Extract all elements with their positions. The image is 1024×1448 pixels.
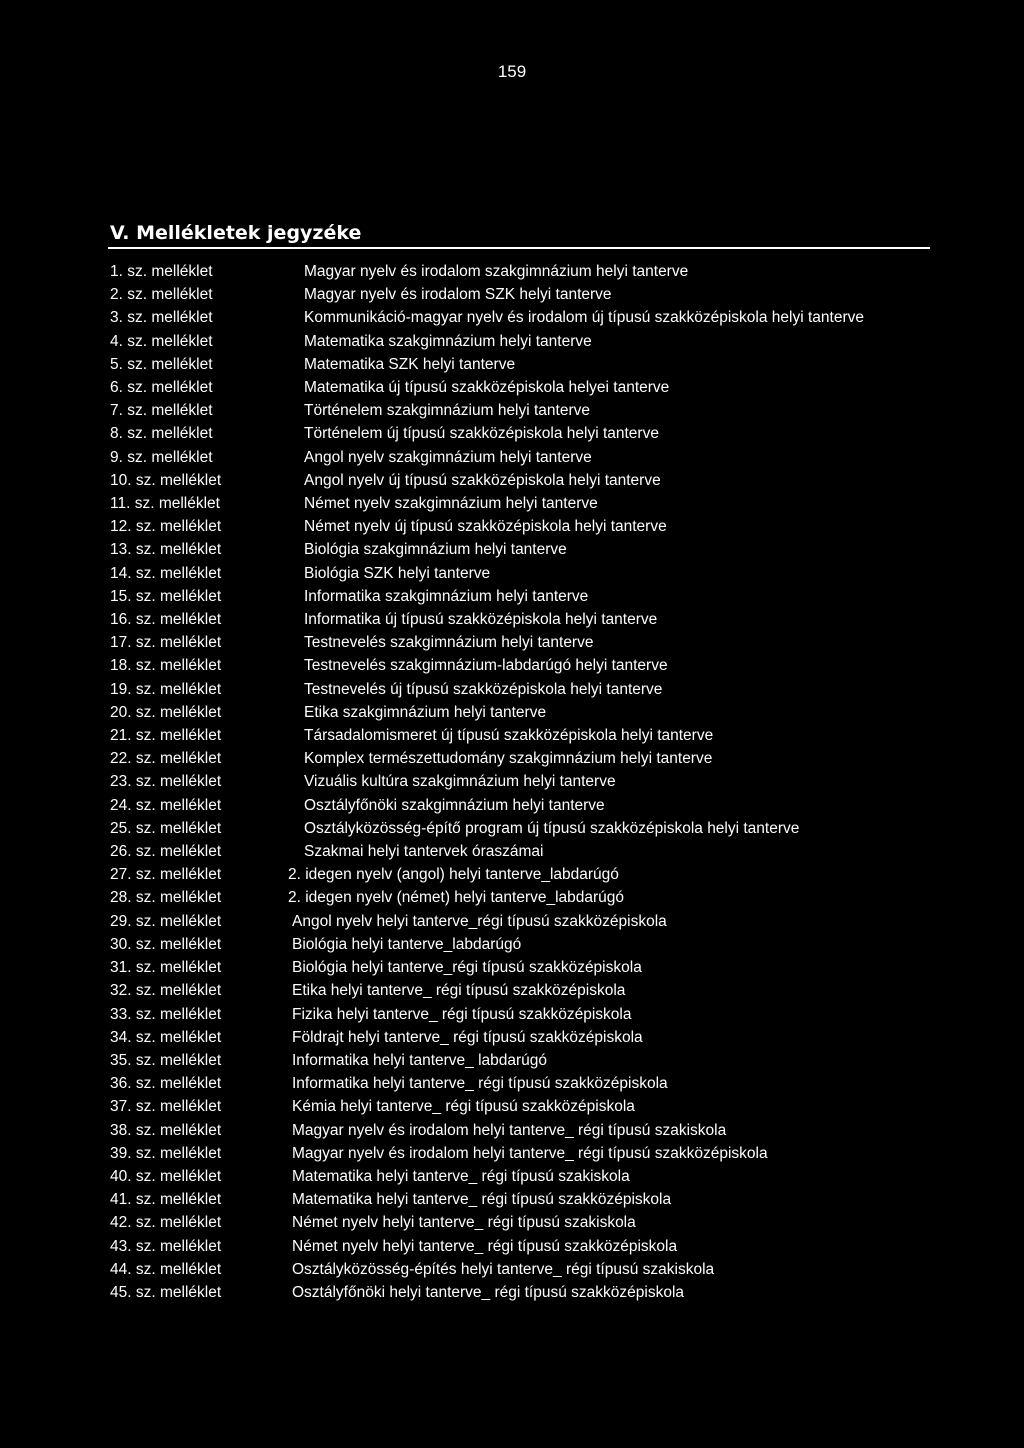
- annex-title: Kémia helyi tanterve_ régi típusú szakközépiskola: [292, 1098, 635, 1116]
- annex-title: Etika szakgimnázium helyi tanterve: [304, 703, 547, 721]
- annex-title: Osztályfőnöki szakgimnázium helyi tanterve: [304, 796, 605, 814]
- annex-row: [110, 678, 910, 701]
- annex-title: Fizika helyi tanterve_ régi típusú szakközépiskola: [292, 1005, 632, 1023]
- annex-row: [110, 515, 910, 538]
- annex-number: 4. sz. melléklet: [110, 332, 213, 350]
- annex-number: 1. sz. melléklet: [110, 263, 213, 280]
- annex-row: [110, 863, 910, 886]
- annex-row: [110, 1026, 910, 1049]
- annex-title: Magyar nyelv és irodalom helyi tanterve_ régi típusú szakközépiskola: [292, 1144, 768, 1162]
- annex-title: Magyar nyelv és irodalom helyi tanterve_ régi típusú szakiskola: [292, 1121, 727, 1139]
- annex-row: [110, 1142, 910, 1165]
- annex-row: [110, 1188, 910, 1211]
- annex-number: 41. sz. melléklet: [110, 1191, 222, 1209]
- annex-number: 42. sz. melléklet: [110, 1214, 222, 1232]
- annex-row: [110, 1049, 910, 1072]
- annex-title: Német nyelv helyi tanterve_ régi típusú szakközépiskola: [292, 1237, 678, 1255]
- annex-number: 32. sz. melléklet: [110, 982, 222, 1000]
- annex-row: [110, 446, 910, 469]
- annex-title: Osztályközösség-építés helyi tanterve_ régi típusú szakiskola: [292, 1260, 715, 1278]
- annex-number: 13. sz. melléklet: [110, 541, 222, 559]
- annex-title: Informatika új típusú szakközépiskola helyi tanterve: [304, 611, 658, 629]
- annex-number: 14. sz. melléklet: [110, 564, 222, 582]
- annex-title: Német nyelv szakgimnázium helyi tanterve: [304, 495, 598, 513]
- annex-title: Matematika szakgimnázium helyi tanterve: [304, 332, 592, 350]
- annex-title: Magyar nyelv és irodalom szakgimnázium helyi tanterve: [304, 263, 689, 280]
- annex-number: 2. sz. melléklet: [110, 286, 213, 304]
- annex-title: 2. idegen nyelv (német) helyi tanterve_labdarúgó: [288, 889, 625, 907]
- annex-title: Történelem új típusú szakközépiskola helyi tanterve: [304, 425, 659, 443]
- annex-row: [110, 794, 910, 817]
- annex-number: 9. sz. melléklet: [110, 448, 213, 466]
- annex-title: Kommunikáció-magyar nyelv és irodalom új típusú szakközépiskola helyi tanterve: [304, 309, 864, 327]
- annex-row: [110, 956, 910, 979]
- annex-number: 28. sz. melléklet: [110, 889, 222, 907]
- annex-number: 30. sz. melléklet: [110, 935, 222, 953]
- section-heading: V. Mellékletek jegyzéke: [110, 222, 362, 244]
- annex-row: [110, 1095, 910, 1118]
- annex-row: [110, 376, 910, 399]
- annex-title: Testnevelés szakgimnázium helyi tanterve: [304, 634, 594, 652]
- annex-title: Angol nyelv helyi tanterve_régi típusú szakközépiskola: [292, 912, 667, 930]
- annex-number: 38. sz. melléklet: [110, 1121, 222, 1139]
- annex-title: Biológia SZK helyi tanterve: [304, 564, 491, 582]
- annex-number: 11. sz. melléklet: [110, 495, 220, 513]
- annex-row: [110, 910, 910, 933]
- annex-title: Vizuális kultúra szakgimnázium helyi tanterve: [304, 773, 616, 791]
- annex-number: 40. sz. melléklet: [110, 1167, 222, 1185]
- annex-row: [110, 631, 910, 654]
- annex-title: Földrajt helyi tanterve_ régi típusú szakközépiskola: [292, 1028, 643, 1046]
- annex-number: 19. sz. melléklet: [110, 680, 222, 698]
- heading-rule: [108, 247, 930, 249]
- annex-title: Történelem szakgimnázium helyi tanterve: [304, 402, 591, 420]
- annex-title: Osztályfőnöki helyi tanterve_ régi típusú szakközépiskola: [292, 1283, 685, 1301]
- annex-row: [110, 469, 910, 492]
- annex-row: [110, 1258, 910, 1281]
- annex-row: [110, 353, 910, 376]
- annex-title: Informatika helyi tanterve_ régi típusú szakközépiskola: [292, 1075, 668, 1093]
- annex-row: [110, 422, 910, 445]
- annex-title: Biológia szakgimnázium helyi tanterve: [304, 541, 567, 559]
- annex-row: [110, 886, 910, 909]
- annex-row: [110, 399, 910, 422]
- annex-title: Biológia helyi tanterve_régi típusú szakközépiskola: [292, 959, 642, 977]
- annex-row: [110, 562, 910, 585]
- annex-title: Német nyelv helyi tanterve_ régi típusú szakiskola: [292, 1214, 636, 1232]
- annex-number: 8. sz. melléklet: [110, 425, 213, 443]
- annex-row: [110, 840, 910, 863]
- annex-number: 20. sz. melléklet: [110, 703, 222, 721]
- annex-number: 29. sz. melléklet: [110, 912, 222, 930]
- annex-row: [110, 654, 910, 677]
- annex-title: Komplex természettudomány szakgimnázium helyi tanterve: [304, 750, 713, 768]
- annex-title: Etika helyi tanterve_ régi típusú szakközépiskola: [292, 982, 626, 1000]
- annex-row: [110, 1119, 910, 1142]
- annex-row: [110, 492, 910, 515]
- annex-title: Osztályközösség-építő program új típusú szakközépiskola helyi tanterve: [304, 819, 800, 837]
- annex-title: Matematika SZK helyi tanterve: [304, 355, 516, 373]
- annex-number: 34. sz. melléklet: [110, 1028, 222, 1046]
- annex-title: Informatika szakgimnázium helyi tanterve: [304, 587, 589, 605]
- annex-number: 22. sz. melléklet: [110, 750, 222, 768]
- annex-title: Angol nyelv szakgimnázium helyi tanterve: [304, 448, 592, 466]
- annex-number: 12. sz. melléklet: [110, 518, 222, 536]
- annex-number: 27. sz. melléklet: [110, 866, 222, 884]
- annex-number: 24. sz. melléklet: [110, 796, 222, 814]
- annex-number: 25. sz. melléklet: [110, 819, 222, 837]
- annex-row: [110, 1003, 910, 1026]
- annex-row: [110, 585, 910, 608]
- annex-number: 5. sz. melléklet: [110, 355, 213, 373]
- annex-number: 21. sz. melléklet: [110, 727, 222, 745]
- annex-row: [110, 701, 910, 724]
- annex-row: [110, 933, 910, 956]
- annex-title: Német nyelv új típusú szakközépiskola helyi tanterve: [304, 518, 667, 536]
- annex-number: 26. sz. melléklet: [110, 843, 222, 861]
- annex-title: Matematika új típusú szakközépiskola helyei tanterve: [304, 379, 670, 397]
- annex-number: 10. sz. melléklet: [110, 471, 222, 489]
- annex-row: [110, 538, 910, 561]
- annex-title: Társadalomismeret új típusú szakközépiskola helyi tanterve: [304, 727, 714, 745]
- annex-title: Biológia helyi tanterve_labdarúgó: [292, 935, 522, 953]
- annex-row: [110, 724, 910, 747]
- annex-row: [110, 817, 910, 840]
- annex-number: 39. sz. melléklet: [110, 1144, 222, 1162]
- annex-number: 44. sz. melléklet: [110, 1260, 222, 1278]
- annex-number: 36. sz. melléklet: [110, 1075, 222, 1093]
- annex-number: 23. sz. melléklet: [110, 773, 222, 791]
- annex-number: 43. sz. melléklet: [110, 1237, 222, 1255]
- annex-row: [110, 1165, 910, 1188]
- annex-row: [110, 770, 910, 793]
- annex-number: 3. sz. melléklet: [110, 309, 213, 327]
- annex-number: 37. sz. melléklet: [110, 1098, 222, 1116]
- annex-title: Informatika helyi tanterve_ labdarúgó: [292, 1051, 548, 1069]
- annex-number: 17. sz. melléklet: [110, 634, 222, 652]
- annex-number: 6. sz. melléklet: [110, 379, 213, 397]
- annex-number: 18. sz. melléklet: [110, 657, 222, 675]
- annex-row: [110, 260, 910, 283]
- annex-row: [110, 1281, 910, 1304]
- annex-title: 2. idegen nyelv (angol) helyi tanterve_labdarúgó: [288, 866, 619, 884]
- annex-row: [110, 330, 910, 353]
- annex-row: [110, 1072, 910, 1095]
- annex-number: 15. sz. melléklet: [110, 587, 222, 605]
- annex-number: 16. sz. melléklet: [110, 611, 222, 629]
- annex-row: [110, 608, 910, 631]
- annex-row: [110, 747, 910, 770]
- annex-title: Szakmai helyi tantervek óraszámai: [304, 843, 544, 861]
- annex-row: [110, 1211, 910, 1234]
- annex-title: Matematika helyi tanterve_ régi típusú szakiskola: [292, 1167, 630, 1185]
- annex-row: [110, 283, 910, 306]
- annex-list: [110, 260, 910, 1304]
- annex-number: 45. sz. melléklet: [110, 1283, 222, 1301]
- annex-row: [110, 979, 910, 1002]
- annex-title: Matematika helyi tanterve_ régi típusú szakközépiskola: [292, 1191, 672, 1209]
- page-number: 159: [497, 62, 527, 81]
- annex-number: 33. sz. melléklet: [110, 1005, 222, 1023]
- annex-row: [110, 306, 910, 329]
- annex-number: 7. sz. melléklet: [110, 402, 213, 420]
- annex-number: 35. sz. melléklet: [110, 1051, 222, 1069]
- annex-title: Testnevelés szakgimnázium-labdarúgó helyi tanterve: [304, 657, 668, 675]
- annex-number: 31. sz. melléklet: [110, 959, 222, 977]
- annex-title: Testnevelés új típusú szakközépiskola helyi tanterve: [304, 680, 663, 698]
- annex-title: Angol nyelv új típusú szakközépiskola helyi tanterve: [304, 471, 661, 489]
- annex-title: Magyar nyelv és irodalom SZK helyi tanterve: [304, 286, 612, 304]
- annex-row: [110, 1235, 910, 1258]
